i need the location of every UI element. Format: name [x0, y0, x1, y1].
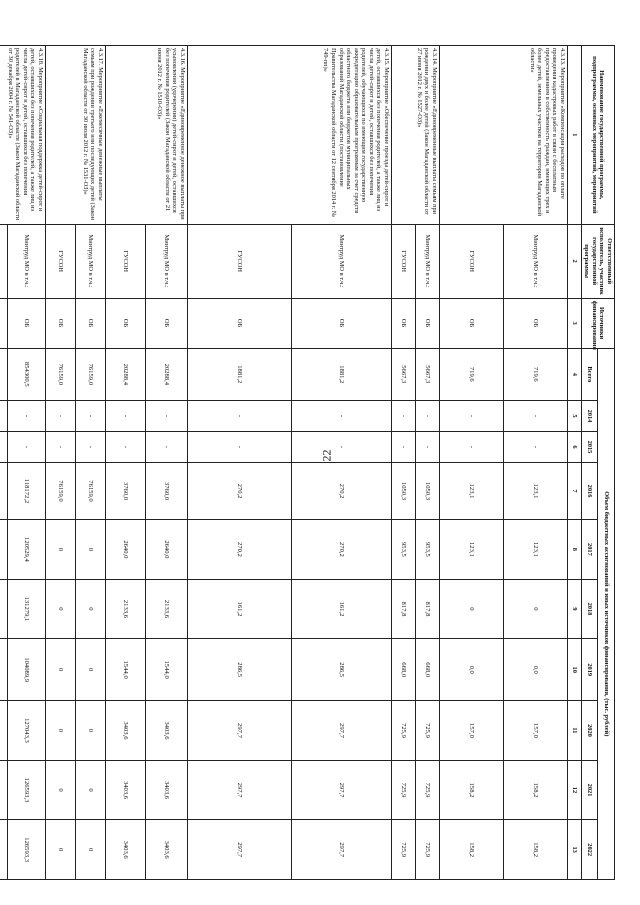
- header-source: Источники финансирования: [581, 298, 614, 348]
- year-value: 817,8: [391, 579, 415, 639]
- responsible-executor: Минтруд МО в т.ч.:: [75, 224, 105, 298]
- year-value: 0: [45, 820, 75, 880]
- funding-source: ОБ: [105, 298, 145, 348]
- year-value: 0: [75, 701, 105, 761]
- total-value: [0, 348, 7, 400]
- year-value: -: [291, 431, 391, 462]
- year-value: -: [439, 401, 503, 432]
- year-value: 668,0: [391, 639, 415, 701]
- header-year: 2017: [581, 520, 598, 580]
- year-value: 1544,0: [105, 639, 145, 701]
- responsible-executor: ГУСОН: [439, 224, 503, 298]
- year-value: 1544,0: [145, 639, 187, 701]
- table-body: [0, 46, 567, 880]
- responsible-executor: Минтруд МО в т.ч.:: [415, 224, 439, 298]
- year-value: -: [187, 401, 291, 432]
- funding-source: ОБ: [439, 298, 503, 348]
- year-value: 0: [75, 639, 105, 701]
- year-value: 127043,3: [7, 701, 45, 761]
- header-year: 2014: [581, 401, 598, 432]
- year-value: 76159,0: [75, 462, 105, 519]
- funding-source: ОБ: [145, 298, 187, 348]
- year-value: [0, 701, 7, 761]
- total-value: 719,6: [503, 348, 567, 400]
- year-value: 297,7: [187, 820, 291, 880]
- year-value: -: [415, 431, 439, 462]
- year-value: -: [75, 431, 105, 462]
- year-value: 297,7: [291, 701, 391, 761]
- year-value: [0, 462, 7, 519]
- year-value: 270,2: [187, 462, 291, 519]
- year-value: -: [503, 431, 567, 462]
- activity-name: 4.3.13. Мероприятие «Компенсация расходов по оплате проведения кадастровых работ в связи с бесплатным предоставлением в собственность граждан, имеющих трех и более детей, земельных участков на территории Магаданской области»: [439, 46, 567, 225]
- year-value: 297,7: [187, 760, 291, 820]
- header-year: 2015: [581, 431, 598, 462]
- year-value: 158,2: [503, 820, 567, 880]
- column-number: 8: [567, 520, 581, 580]
- year-value: 2640,0: [105, 520, 145, 580]
- year-value: 0: [75, 520, 105, 580]
- year-value: 3403,6: [105, 820, 145, 880]
- year-value: -: [503, 401, 567, 432]
- responsible-executor: ГУСОН: [391, 224, 415, 298]
- year-value: -: [291, 401, 391, 432]
- activity-name: 4.3.17. Мероприятие «Ежемесячные денежные выплаты семьям при рождении третьего или последующих детей (Закон Магаданской области от 30 июля 2012 г. № 1531-ОЗ)»: [45, 46, 105, 225]
- year-value: 0: [439, 579, 503, 639]
- year-value: [0, 639, 7, 701]
- header-name: Наименование государственной программы, подпрограммы, основных мероприятий, мероприятий: [581, 46, 614, 225]
- table-row: [503, 46, 567, 880]
- year-value: 668,0: [415, 639, 439, 701]
- header-year: 2018: [581, 579, 598, 639]
- column-number: 9: [567, 579, 581, 639]
- year-value: -: [7, 431, 45, 462]
- year-value: 297,7: [291, 820, 391, 880]
- year-value: 0,0: [503, 639, 567, 701]
- total-value: 5667,3: [415, 348, 439, 400]
- column-number: 12: [567, 760, 581, 820]
- responsible-executor: ГУСОН: [187, 224, 291, 298]
- page-number: 22: [319, 449, 334, 462]
- year-value: 1050,3: [391, 462, 415, 519]
- table-row: [415, 46, 439, 880]
- table-rotation-frame: [6, 45, 615, 880]
- year-value: 297,7: [291, 760, 391, 820]
- year-value: [0, 520, 7, 580]
- year-value: -: [45, 401, 75, 432]
- year-value: 158,2: [439, 760, 503, 820]
- total-value: 76159,0: [45, 348, 75, 400]
- funding-source: ОБ: [415, 298, 439, 348]
- year-value: 953,5: [415, 520, 439, 580]
- year-value: 0: [45, 760, 75, 820]
- year-value: 157,0: [439, 701, 503, 761]
- year-value: -: [145, 401, 187, 432]
- year-value: -: [7, 401, 45, 432]
- funding-source: ОБ: [503, 298, 567, 348]
- year-value: 161,2: [187, 579, 291, 639]
- budget-table: [0, 45, 615, 880]
- year-value: 123,1: [503, 462, 567, 519]
- year-value: 157,0: [503, 701, 567, 761]
- total-value: 76159,0: [75, 348, 105, 400]
- year-value: -: [75, 401, 105, 432]
- header-year: 2022: [581, 820, 598, 880]
- year-value: [0, 431, 7, 462]
- column-number: 4: [567, 348, 581, 400]
- year-value: 0: [45, 701, 75, 761]
- year-value: 0: [45, 639, 75, 701]
- column-number: 1: [567, 46, 581, 225]
- year-value: 0: [75, 820, 105, 880]
- responsible-executor: ГУСОН: [105, 224, 145, 298]
- year-value: 126593,3: [7, 760, 45, 820]
- year-value: -: [145, 431, 187, 462]
- year-value: 286,5: [291, 639, 391, 701]
- column-number: 2: [567, 224, 581, 298]
- activity-name: 4.3.15. Мероприятие «Обеспечение проезда детей-сирот и детей, оставшихся без попечения родителей, а также лиц из числа детей-сирот и детей, оставшихся без попечения родителей, обучающихся по имеющим государственную аккредитацию образовательным программам за счет средств областного бюджета или бюджетов муниципальных образований Магаданской области (постановление Правительства Магаданской области от 12 сентября 2014 г. № 749-пп)»: [187, 46, 391, 225]
- year-value: 2640,0: [145, 520, 187, 580]
- year-value: 76159,0: [45, 462, 75, 519]
- year-value: 725,9: [415, 820, 439, 880]
- year-value: 123,1: [503, 520, 567, 580]
- year-value: -: [439, 431, 503, 462]
- year-value: [0, 579, 7, 639]
- year-value: 297,7: [187, 701, 291, 761]
- total-value: 1881,2: [291, 348, 391, 400]
- year-value: 953,5: [391, 520, 415, 580]
- year-value: 270,2: [291, 520, 391, 580]
- responsible-executor: [0, 224, 7, 298]
- responsible-executor: Минтруд МО в т.ч.:: [291, 224, 391, 298]
- year-value: 0: [45, 579, 75, 639]
- funding-source: ОБ: [75, 298, 105, 348]
- activity-name: 4.3.18. Мероприятие «Социальная поддержка детей-сирот и детей, оставшихся без попечения родителей, а также лиц из числа детей-сирот и детей, оставшихся без попечения родителей в Магаданской области (Закон Магаданской области от 30 декабря 2004 г. № 541-ОЗ)»: [0, 46, 45, 225]
- year-value: 725,9: [415, 701, 439, 761]
- year-value: [0, 401, 7, 432]
- year-value: 725,9: [391, 820, 415, 880]
- year-value: 3403,6: [105, 760, 145, 820]
- header-year: 2020: [581, 701, 598, 761]
- table-row: [75, 46, 105, 880]
- year-value: 3760,0: [105, 462, 145, 519]
- responsible-executor: Минтруд МО в т.ч.:: [145, 224, 187, 298]
- year-value: 120529,4: [7, 520, 45, 580]
- year-value: 0: [75, 579, 105, 639]
- year-value: 123,1: [439, 462, 503, 519]
- year-value: 158,2: [503, 760, 567, 820]
- year-value: 0: [45, 520, 75, 580]
- header-funding-group: Объем бюджетных ассигнований и иных источников финансирования, (тыс. рублей): [598, 348, 615, 879]
- year-value: -: [415, 401, 439, 432]
- total-value: 854300,5: [7, 348, 45, 400]
- header-year: 2021: [581, 760, 598, 820]
- year-value: [0, 820, 7, 880]
- header-year: 2019: [581, 639, 598, 701]
- responsible-executor: Минтруд МО в т.ч.:: [7, 224, 45, 298]
- funding-source: ОБ: [45, 298, 75, 348]
- year-value: 0: [75, 760, 105, 820]
- column-number: 3: [567, 298, 581, 348]
- funding-source: ОБ: [291, 298, 391, 348]
- responsible-executor: Минтруд МО в т.ч.:: [503, 224, 567, 298]
- activity-name: 4.3.16. Мероприятие «Единовременное денежное выплаты при усыновлении (удочерении) детей-сирот и детей, оставшихся без попечения родителей (Закон Магаданской области от 21 июня 2012 г. № 1510-ОЗ)»: [105, 46, 187, 225]
- year-value: 1050,3: [415, 462, 439, 519]
- funding-source: ОБ: [7, 298, 45, 348]
- total-value: 20288,4: [145, 348, 187, 400]
- year-value: 126593,3: [7, 820, 45, 880]
- year-value: 0: [503, 579, 567, 639]
- year-value: 725,9: [391, 701, 415, 761]
- table-container: [6, 45, 615, 880]
- year-value: 3403,6: [145, 820, 187, 880]
- year-value: 725,9: [391, 760, 415, 820]
- year-value: 104089,9: [7, 639, 45, 701]
- year-value: 270,2: [291, 462, 391, 519]
- year-value: 161,2: [291, 579, 391, 639]
- table-row: [291, 46, 391, 880]
- year-value: 0,0: [439, 639, 503, 701]
- year-value: 3760,0: [145, 462, 187, 519]
- year-value: 2133,6: [105, 579, 145, 639]
- year-value: -: [45, 431, 75, 462]
- activity-name: 4.3.14. Мероприятие «Единовременные выплаты семьям при рождении двух и более детей (Закон Магаданской области от 27 июня 2012 г. № 1527-ОЗ)»: [391, 46, 439, 225]
- year-value: -: [391, 431, 415, 462]
- year-value: 3403,6: [145, 760, 187, 820]
- year-value: -: [105, 401, 145, 432]
- column-number: 7: [567, 462, 581, 519]
- header-responsible: Ответственный исполнитель, участник государственной программы: [581, 224, 614, 298]
- header-year: 2016: [581, 462, 598, 519]
- column-number: 5: [567, 401, 581, 432]
- column-number: 10: [567, 639, 581, 701]
- header-total: Всего: [581, 348, 598, 400]
- table-row: [7, 46, 45, 880]
- year-value: 123,1: [439, 520, 503, 580]
- year-value: [0, 760, 7, 820]
- funding-source: ОБ: [391, 298, 415, 348]
- column-number: 11: [567, 701, 581, 761]
- responsible-executor: ГУСОН: [45, 224, 75, 298]
- table-row: [145, 46, 187, 880]
- column-number: 6: [567, 431, 581, 462]
- year-value: 270,2: [187, 520, 291, 580]
- year-value: 3403,6: [145, 701, 187, 761]
- year-value: 131279,1: [7, 579, 45, 639]
- total-value: 5667,3: [391, 348, 415, 400]
- funding-source: [0, 298, 7, 348]
- year-value: -: [187, 431, 291, 462]
- total-value: 1881,2: [187, 348, 291, 400]
- column-number: 13: [567, 820, 581, 880]
- year-value: -: [105, 431, 145, 462]
- year-value: 3403,6: [105, 701, 145, 761]
- year-value: 725,9: [415, 760, 439, 820]
- year-value: 158,2: [439, 820, 503, 880]
- funding-source: ОБ: [187, 298, 291, 348]
- year-value: 286,5: [187, 639, 291, 701]
- year-value: 2133,6: [145, 579, 187, 639]
- year-value: 118172,2: [7, 462, 45, 519]
- year-value: -: [391, 401, 415, 432]
- total-value: 20288,4: [105, 348, 145, 400]
- total-value: 719,6: [439, 348, 503, 400]
- year-value: 817,8: [415, 579, 439, 639]
